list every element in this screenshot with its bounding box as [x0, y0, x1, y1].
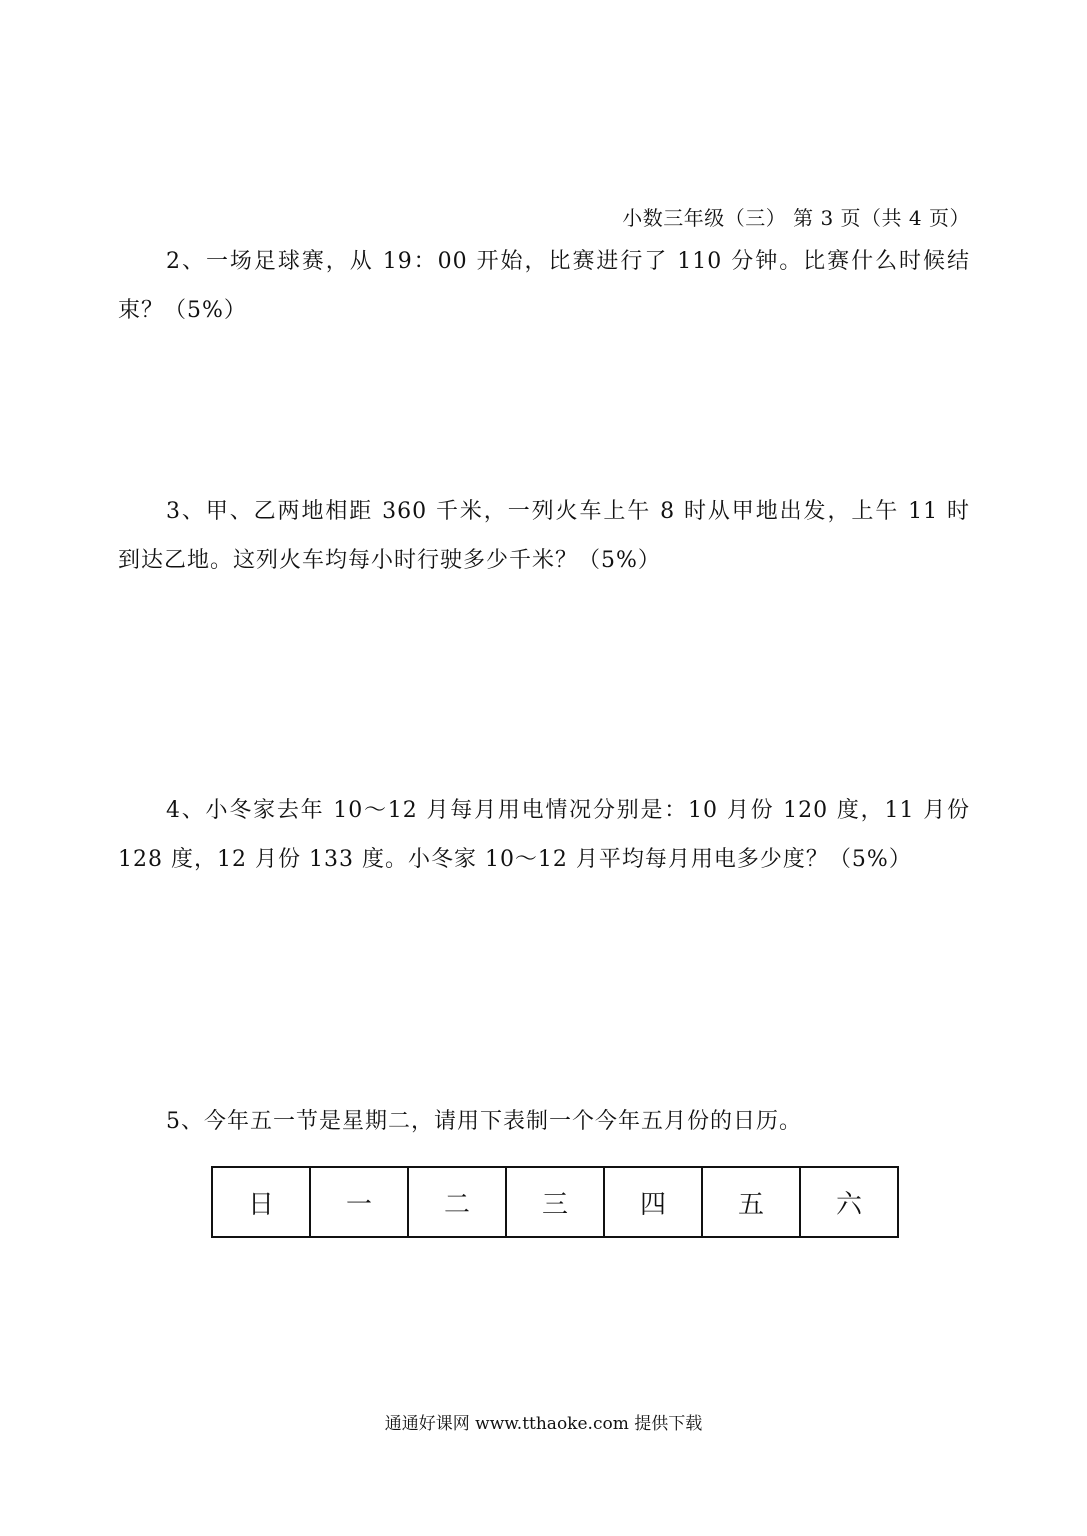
calendar-day-friday: 五	[702, 1167, 800, 1237]
calendar-day-wednesday: 三	[506, 1167, 604, 1237]
question-4-line-2: 128 度，12 月份 133 度。小冬家 10～12 月平均每月用电多少度？（5%）	[118, 847, 912, 872]
page-footer: 通通好课网 www.tthaoke.com 提供下载	[384, 1414, 703, 1434]
question-5-line-1: 5、今年五一节是星期二，请用下表制一个今年五月份的日历。	[166, 1109, 802, 1134]
calendar-day-monday: 一	[310, 1167, 408, 1237]
calendar-day-thursday: 四	[604, 1167, 702, 1237]
question-2	[118, 237, 970, 335]
question-5	[118, 1097, 970, 1146]
calendar-day-sunday: 日	[212, 1167, 310, 1237]
question-2-line-1: 2、一场足球赛，从 19：00 开始，比赛进行了 110 分钟。比赛什么时候结	[166, 249, 970, 274]
calendar-day-saturday: 六	[800, 1167, 898, 1237]
page-header: 小数三年级（三） 第 3 页（共 4 页）	[622, 206, 970, 230]
calendar-day-tuesday: 二	[408, 1167, 506, 1237]
question-3-line-1: 3、甲、乙两地相距 360 千米，一列火车上午 8 时从甲地出发，上午 11 时	[166, 499, 970, 524]
question-4-line-1: 4、小冬家去年 10～12 月每月用电情况分别是：10 月份 120 度，11 月份	[166, 798, 970, 823]
calendar-table	[211, 1166, 899, 1238]
question-2-line-2: 束？（5%）	[118, 298, 247, 323]
question-3	[118, 487, 970, 585]
calendar-header-row	[212, 1167, 898, 1237]
question-3-line-2: 到达乙地。这列火车均每小时行驶多少千米？（5%）	[118, 548, 661, 573]
question-4	[118, 786, 970, 884]
